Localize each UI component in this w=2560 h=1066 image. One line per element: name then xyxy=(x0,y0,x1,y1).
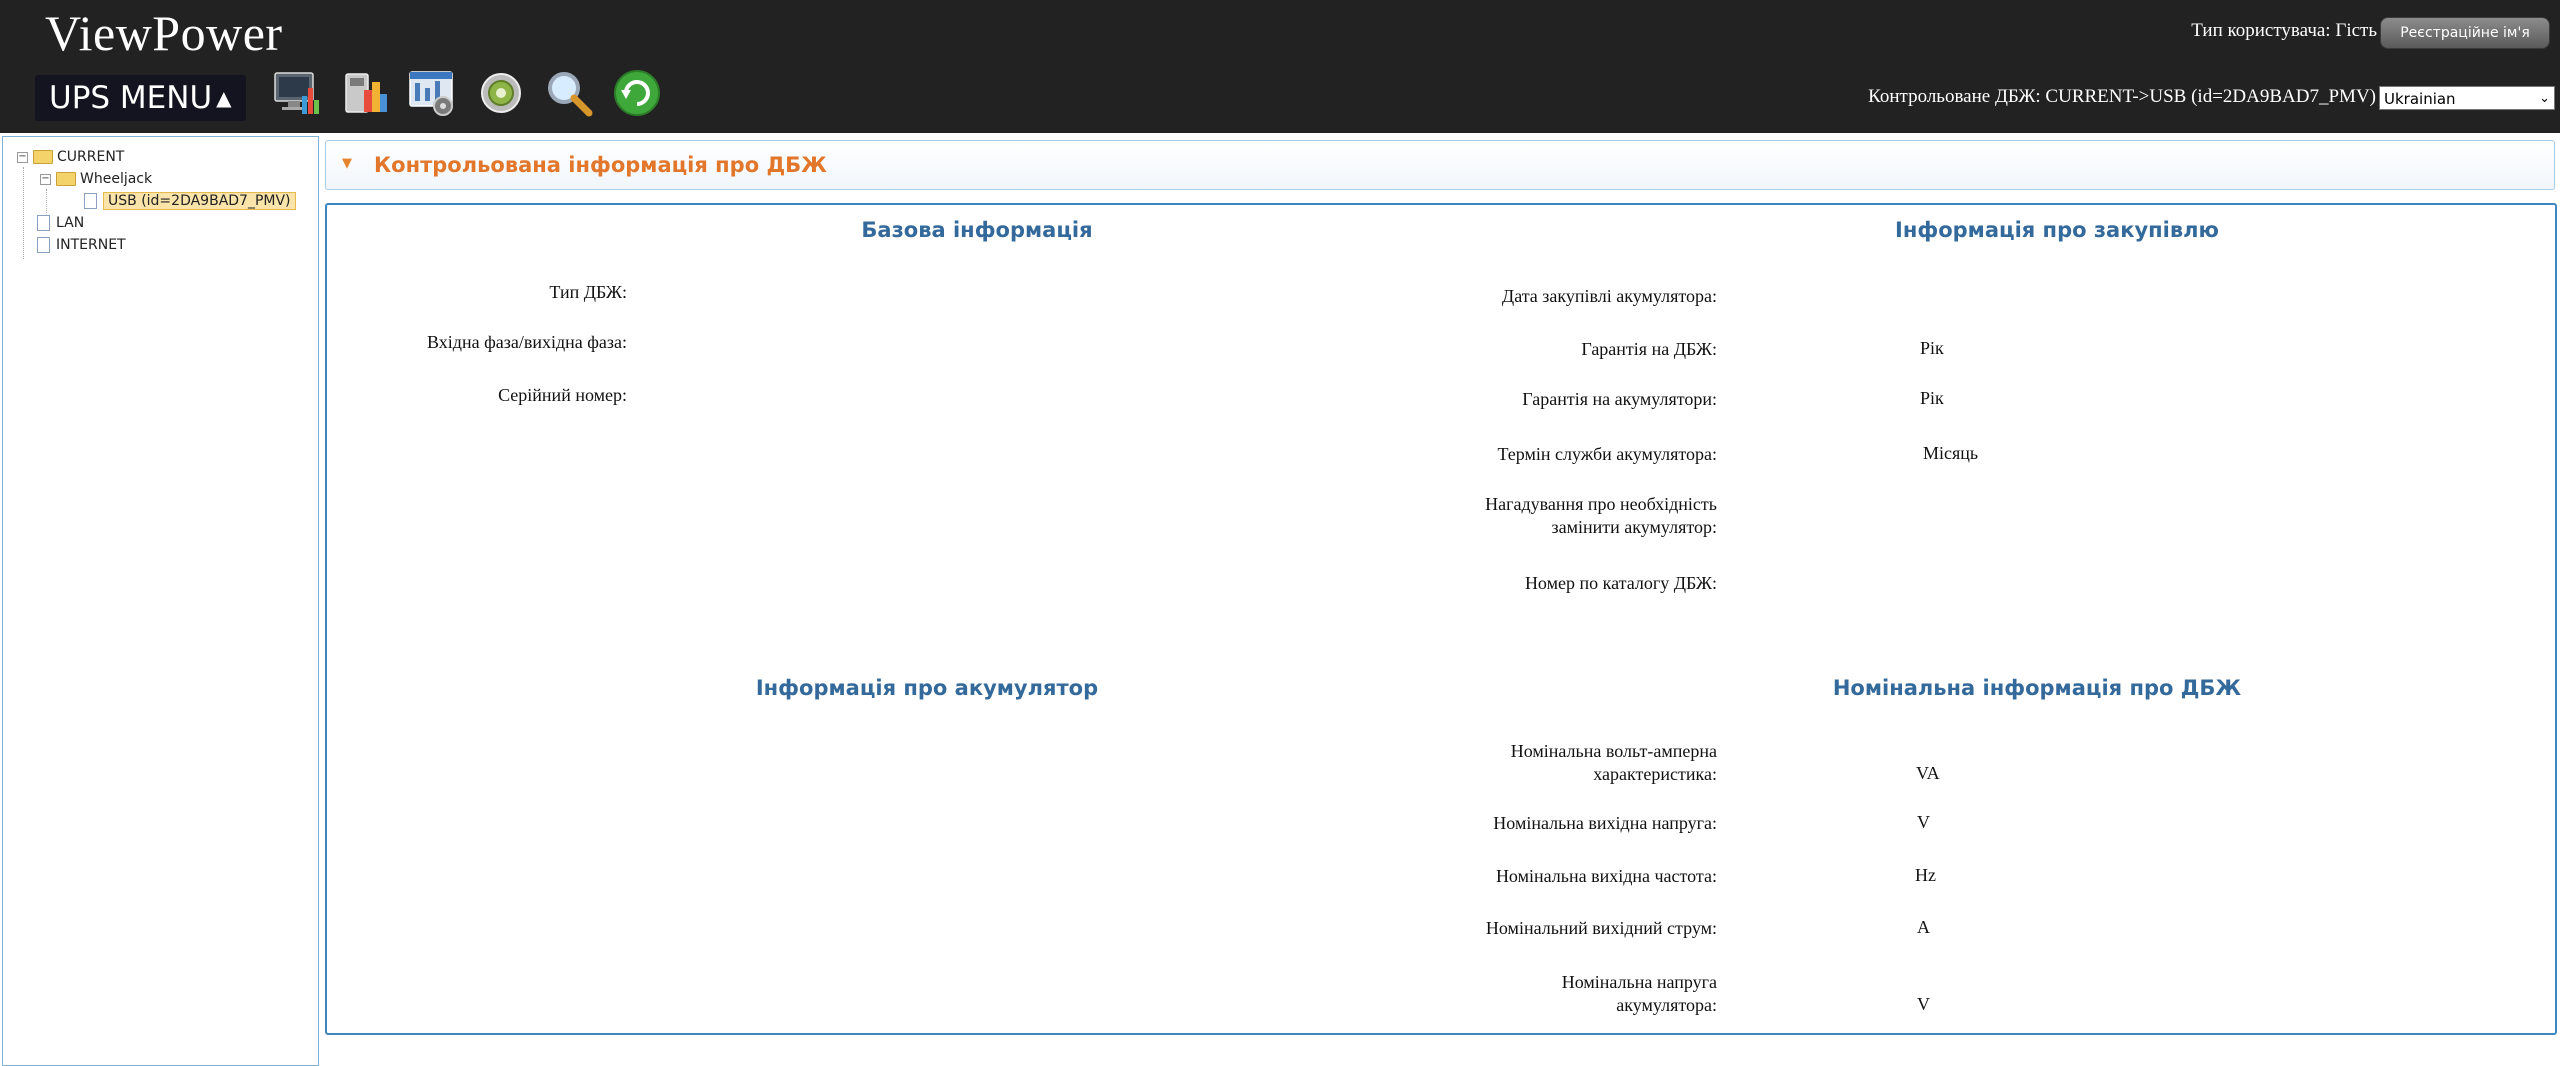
app-title: ViewPower xyxy=(45,5,283,61)
replace-reminder-label-line2: замінити акумулятор: xyxy=(1551,517,1717,537)
tree-node-internet[interactable] xyxy=(37,235,126,255)
battery-warranty-unit: Рік xyxy=(1920,388,1944,408)
rated-battery-voltage-label-line1: Номінальна напруга xyxy=(1561,972,1717,992)
rated-va-unit: VA xyxy=(1916,763,1940,783)
monitor-chart-icon[interactable] xyxy=(272,68,322,118)
tree-node-label: CURRENT xyxy=(57,149,125,165)
device-doc-icon xyxy=(37,237,50,253)
tree-node-label-selected: USB (id=2DA9BAD7_PMV) xyxy=(103,192,296,210)
search-icon[interactable] xyxy=(544,68,594,118)
phase-label: Вхідна фаза/вихідна фаза: xyxy=(427,332,627,352)
rated-va-label-line1: Номінальна вольт-амперна xyxy=(1510,741,1717,761)
battery-life-label: Термін служби акумулятора: xyxy=(1497,444,1717,464)
folder-icon xyxy=(56,172,76,186)
serial-number-label: Серійний номер: xyxy=(498,385,627,405)
tree-node-label: LAN xyxy=(56,215,85,231)
rated-battery-voltage-label-line2: акумулятора: xyxy=(1616,995,1717,1015)
tree-node-usb[interactable] xyxy=(84,191,296,211)
app-header xyxy=(0,0,2560,133)
tree-node-label: Wheeljack xyxy=(80,171,153,187)
rated-info-heading: Номінальна інформація про ДБЖ xyxy=(1832,676,2242,700)
rated-va-label-line2: характеристика: xyxy=(1593,764,1717,784)
rated-output-voltage-unit: V xyxy=(1917,812,1930,832)
battery-purchase-date-label: Дата закупівлі акумулятора: xyxy=(1501,286,1717,306)
tree-node-wheeljack[interactable] xyxy=(40,169,152,189)
language-select[interactable] xyxy=(2379,86,2555,110)
device-doc-icon xyxy=(84,193,97,209)
tree-node-current[interactable] xyxy=(17,147,124,167)
ups-menu-label: UPS MENU xyxy=(49,80,213,116)
catalog-number-label: Номер по каталогу ДБЖ: xyxy=(1524,573,1717,593)
battery-life-unit: Місяць xyxy=(1923,443,1979,463)
device-doc-icon xyxy=(37,215,50,231)
ups-info-panel xyxy=(325,203,2557,1035)
section-header[interactable] xyxy=(325,140,2555,190)
purchase-info-heading: Інформація про закупівлю xyxy=(1895,218,2219,242)
language-selected-value: Ukrainian xyxy=(2384,90,2456,108)
basic-info-heading: Базова інформація xyxy=(861,218,1093,242)
caret-down-icon: ▼ xyxy=(342,156,352,171)
rated-battery-voltage-unit: V xyxy=(1917,994,1930,1014)
rated-output-frequency-unit: Hz xyxy=(1915,865,1936,885)
collapse-icon[interactable]: − xyxy=(41,172,50,184)
tree-node-lan[interactable] xyxy=(37,213,84,233)
monitored-ups-label: Контрольоване ДБЖ: CURRENT->USB (id=2DA9BAD7_PMV) xyxy=(1868,86,2376,107)
battery-info-heading: Інформація про акумулятор xyxy=(755,676,1099,700)
chevron-down-icon: ⌄ xyxy=(2539,91,2550,106)
rated-output-voltage-label: Номінальна вихідна напруга: xyxy=(1493,813,1717,833)
refresh-icon[interactable] xyxy=(612,68,662,118)
section-title: Контрольована інформація про ДБЖ xyxy=(374,153,827,177)
register-name-button[interactable]: Реєстраційне ім'я xyxy=(2380,17,2550,49)
settings-panel-icon[interactable] xyxy=(407,68,457,118)
ups-warranty-label: Гарантія на ДБЖ: xyxy=(1581,339,1717,359)
device-tree-panel xyxy=(2,136,319,1066)
user-type-label: Тип користувача: Гість xyxy=(2191,20,2377,41)
battery-warranty-label: Гарантія на акумулятори: xyxy=(1522,389,1717,409)
ups-type-label: Тип ДБЖ: xyxy=(549,282,627,302)
ups-warranty-unit: Рік xyxy=(1920,338,1944,358)
rated-output-current-unit: A xyxy=(1917,917,1930,937)
collapse-icon[interactable]: − xyxy=(18,150,27,162)
replace-reminder-label-line1: Нагадування про необхідність xyxy=(1485,494,1717,514)
rated-output-current-label: Номінальний вихідний струм: xyxy=(1485,918,1717,938)
gear-icon[interactable] xyxy=(476,68,526,118)
triangle-up-icon: ▲ xyxy=(216,86,232,110)
folder-icon xyxy=(33,150,53,164)
rated-output-frequency-label: Номінальна вихідна частота: xyxy=(1495,866,1717,886)
battery-bars-icon[interactable] xyxy=(340,68,390,118)
ups-menu-button[interactable] xyxy=(35,75,246,121)
tree-node-label: INTERNET xyxy=(56,237,126,253)
